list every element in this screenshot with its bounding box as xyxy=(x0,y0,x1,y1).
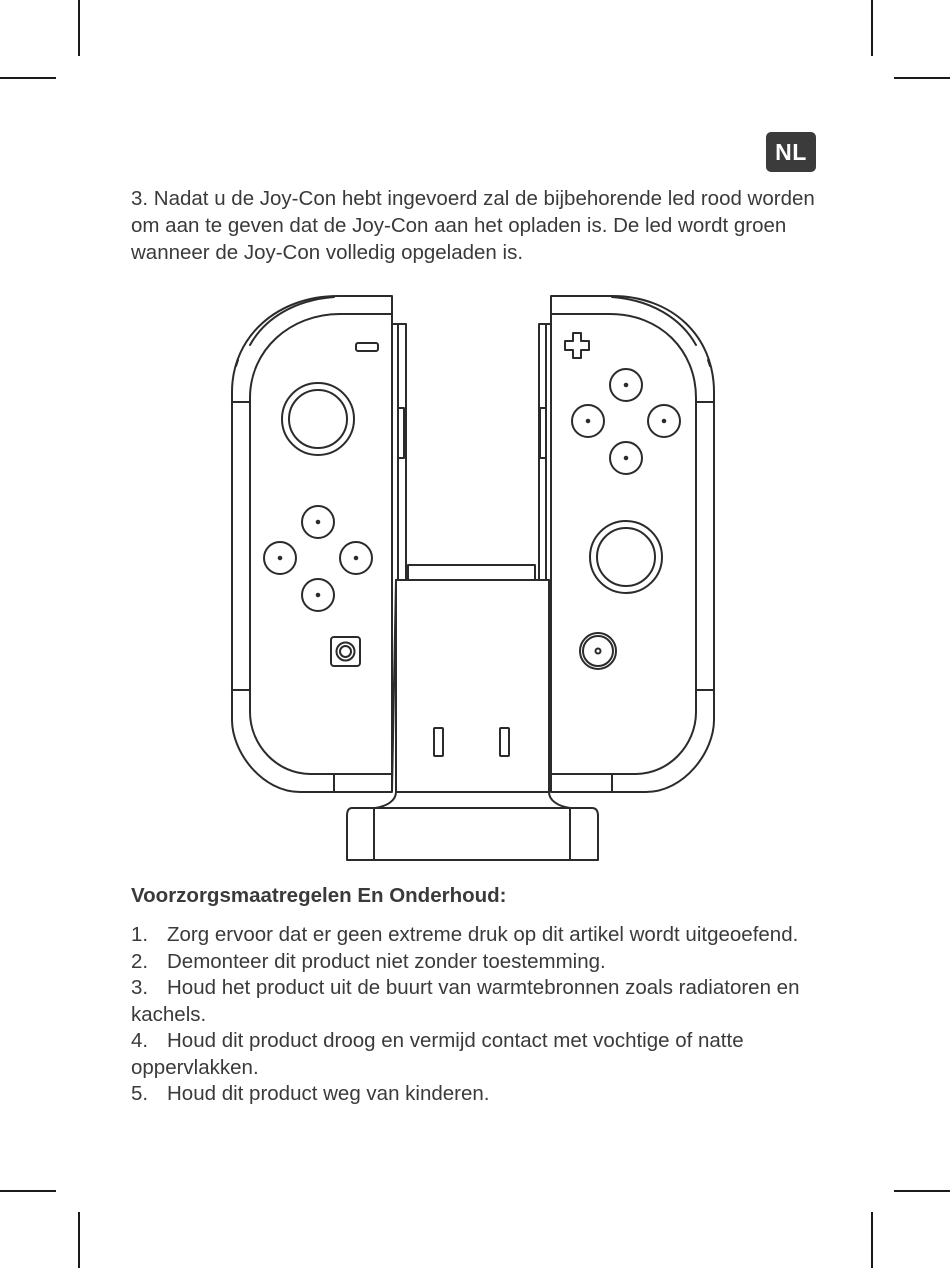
capture-button-drawing xyxy=(331,637,360,666)
dock-center-column xyxy=(396,580,549,792)
crop-mark-bottom-left-horizontal xyxy=(0,1190,56,1192)
language-badge: NL xyxy=(766,132,816,172)
left-joycon-body xyxy=(232,296,392,792)
right-joycon-drawing xyxy=(551,296,714,792)
precautions-title: Voorzorgsmaatregelen En Onderhoud: xyxy=(131,884,507,907)
dock-base xyxy=(347,808,598,860)
dock-led-right xyxy=(500,728,509,756)
intro-paragraph: 3. Nadat u de Joy-Con hebt ingevoerd zal de bijbehorende led rood worden om aan te geven dat de Joy-Con aan het opladen is. De led wordt groen wanneer de Joy-Con volledig opgeladen is. xyxy=(131,187,815,264)
plus-button-drawing xyxy=(565,333,589,358)
crop-mark-top-left-horizontal xyxy=(0,77,56,79)
crop-mark-bottom-right-vertical xyxy=(871,1212,873,1268)
right-joycon-inner-edge xyxy=(551,314,696,774)
right-stick-outer xyxy=(590,521,662,593)
charging-dock-illustration xyxy=(200,285,750,875)
crop-mark-top-right-vertical xyxy=(871,0,873,56)
crop-mark-bottom-left-vertical xyxy=(78,1212,80,1268)
list-item: 3. Houd het product uit de buurt van warmtebronnen zoals radiatoren en kachels. xyxy=(131,976,800,1026)
dock-led-left xyxy=(434,728,443,756)
list-item: 1. Zorg ervoor dat er geen extreme druk op dit artikel wordt uitgeoefend. xyxy=(131,923,799,946)
precautions-list xyxy=(131,922,831,1108)
left-joycon-drawing xyxy=(232,296,392,792)
crop-mark-top-right-horizontal xyxy=(894,77,950,79)
crop-mark-bottom-right-horizontal xyxy=(894,1190,950,1192)
minus-button-drawing xyxy=(356,343,378,351)
crop-mark-top-left-vertical xyxy=(78,0,80,56)
list-item: 2. Demonteer dit product niet zonder toestemming. xyxy=(131,949,606,973)
list-item: 4. Houd dit product droog en vermijd contact met vochtige of natte oppervlakken. xyxy=(131,1029,744,1079)
home-button-drawing xyxy=(580,633,616,669)
charging-dock-drawing xyxy=(347,324,598,860)
left-stick-inner xyxy=(289,390,347,448)
list-item: 5. Houd dit product weg van kinderen. xyxy=(131,1082,490,1105)
left-stick-outer xyxy=(282,383,354,455)
right-stick-inner xyxy=(597,528,655,586)
